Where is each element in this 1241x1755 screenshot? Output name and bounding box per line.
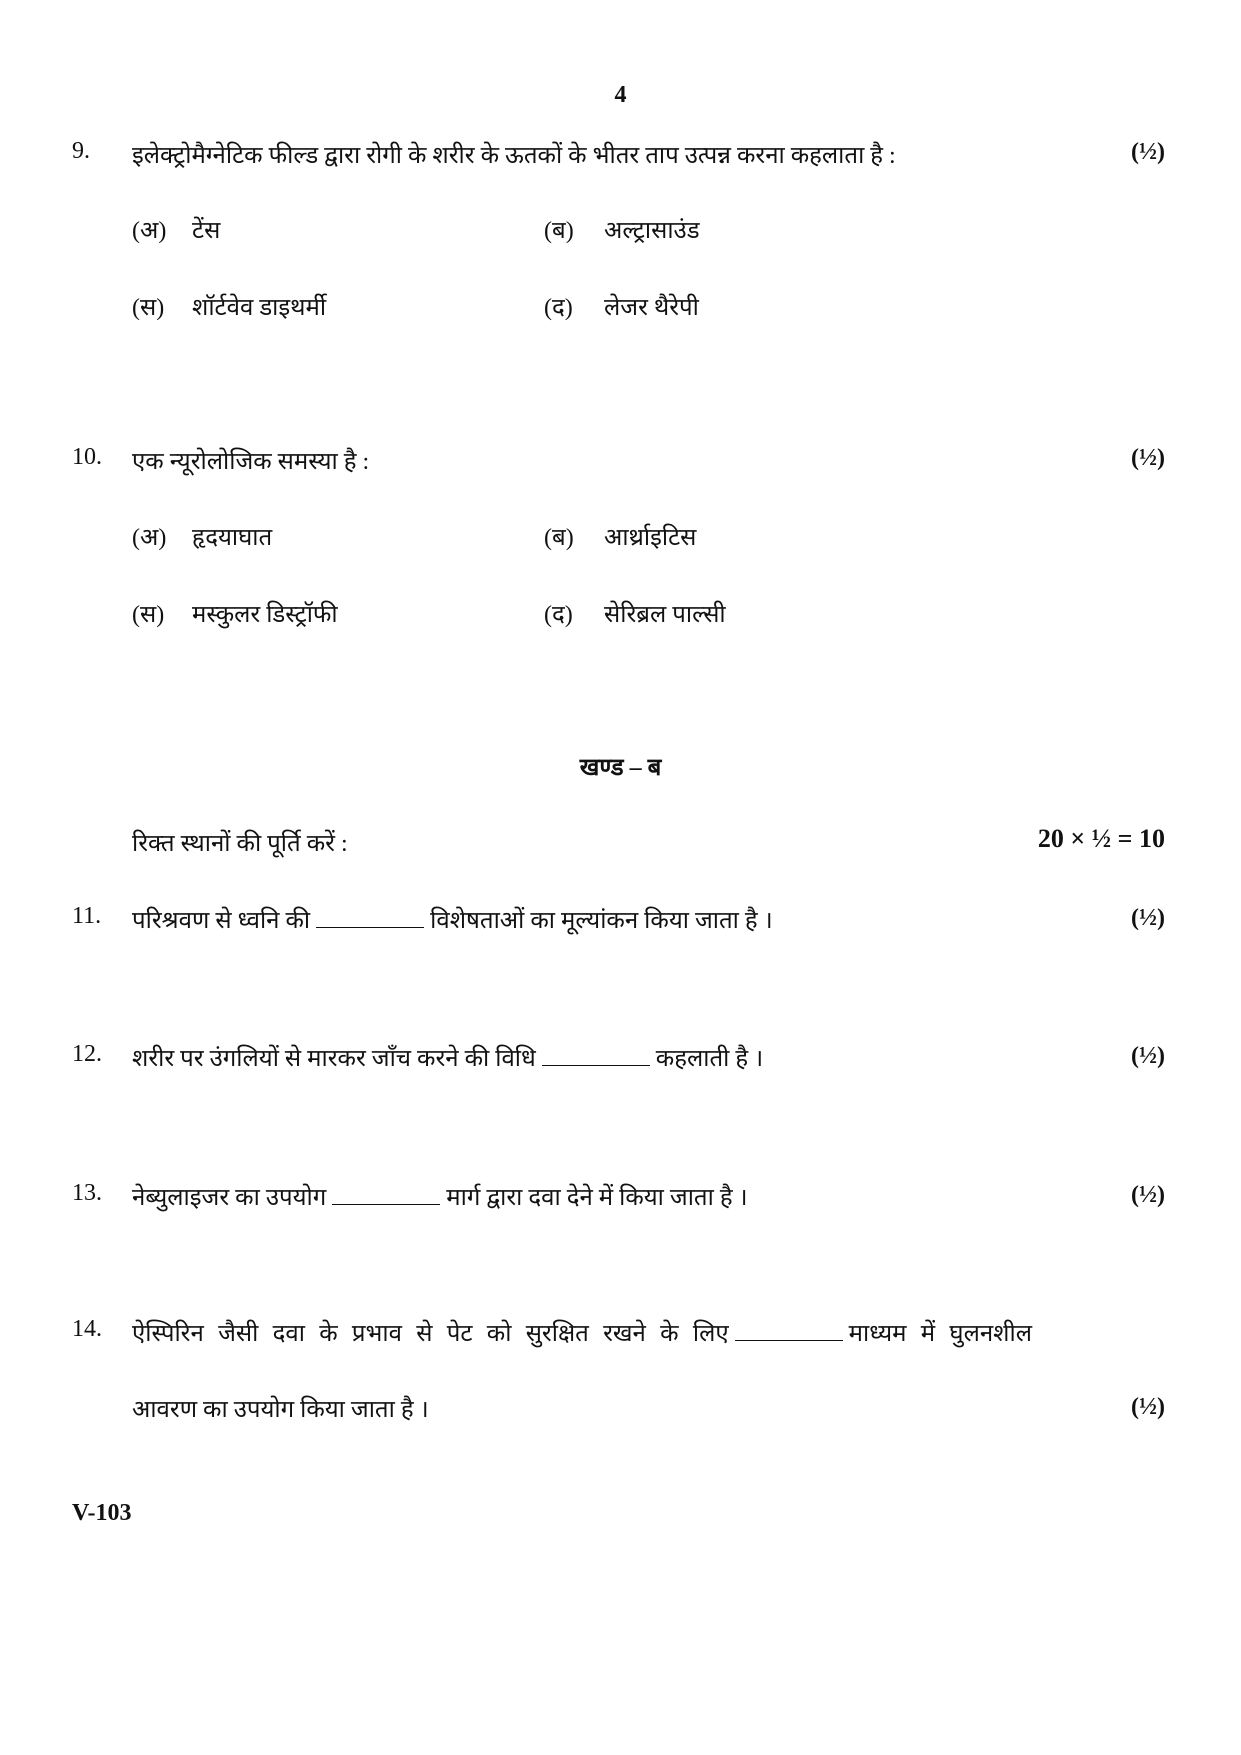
- text-after-blank: विशेषताओं का मूल्यांकन किया जाता है ।: [430, 908, 773, 934]
- question-text: [132, 1180, 748, 1213]
- fill-blank: [735, 1320, 843, 1341]
- question-number: 10.: [72, 444, 102, 470]
- option-label: (ब): [544, 525, 574, 551]
- paper-code: V-103: [72, 1500, 132, 1526]
- question-marks: (½): [1131, 1394, 1165, 1420]
- text-before-blank: ऐस्पिरिन जैसी दवा के प्रभाव से पेट को सुरक्षित रखने के लिए: [132, 1321, 729, 1347]
- option-b: [544, 213, 700, 246]
- question-number: 14.: [72, 1316, 102, 1342]
- text-before-blank: नेब्युलाइजर का उपयोग: [132, 1185, 327, 1211]
- question-number: 12.: [72, 1041, 102, 1067]
- option-a: [132, 213, 220, 246]
- option-c: [132, 290, 326, 323]
- option-a: [132, 520, 272, 553]
- text-after-blank: माध्यम में घुलनशील: [848, 1321, 1032, 1347]
- text-before-blank: शरीर पर उंगलियों से मारकर जाँच करने की विधि: [132, 1046, 536, 1072]
- question-text-line-2: आवरण का उपयोग किया जाता है ।: [132, 1397, 429, 1423]
- text-after-blank: मार्ग द्वारा दवा देने में किया जाता है ।: [446, 1185, 748, 1211]
- section-instruction: रिक्त स्थानों की पूर्ति करें :: [132, 831, 348, 857]
- fill-blank: [542, 1045, 650, 1066]
- option-text: सेरिब्रल पाल्सी: [604, 602, 726, 628]
- option-text: मस्कुलर डिस्ट्रॉफी: [192, 602, 338, 628]
- question-number: 11.: [72, 903, 102, 929]
- section-title: खण्ड – ब: [579, 755, 662, 781]
- option-text: शॉर्टवेव डाइथर्मी: [192, 295, 327, 321]
- fill-blank: [332, 1184, 440, 1205]
- option-label: (स): [132, 602, 165, 628]
- question-text: [132, 1316, 1032, 1349]
- option-text: टेंस: [192, 218, 221, 244]
- option-label: (द): [544, 602, 573, 628]
- question-text: एक न्यूरोलोजिक समस्या है :: [132, 449, 370, 475]
- question-marks: (½): [1131, 1182, 1165, 1208]
- section-marks: 20 × ½ = 10: [1037, 824, 1165, 853]
- option-text: लेजर थैरेपी: [604, 295, 699, 321]
- option-label: (द): [544, 295, 573, 321]
- text-after-blank: कहलाती है ।: [655, 1046, 764, 1072]
- option-label: (अ): [132, 218, 167, 244]
- option-text: हृदयाघात: [192, 525, 273, 551]
- question-text: [132, 1041, 763, 1074]
- question-number: 9.: [72, 138, 90, 164]
- question-marks: (½): [1131, 905, 1165, 931]
- option-text: अल्ट्रासाउंड: [604, 218, 700, 244]
- page-number: 4: [614, 82, 627, 108]
- text-before-blank: परिश्रवण से ध्वनि की: [132, 908, 311, 934]
- option-c: [132, 597, 338, 630]
- question-marks: (½): [1131, 445, 1165, 471]
- option-label: (ब): [544, 218, 574, 244]
- option-label: (स): [132, 295, 165, 321]
- question-text: इलेक्ट्रोमैग्नेटिक फील्ड द्वारा रोगी के शरीर के ऊतकों के भीतर ताप उत्पन्न करना कहलाता है :: [132, 143, 896, 169]
- option-d: [544, 290, 699, 323]
- option-text: आर्थ्राइटिस: [604, 525, 697, 551]
- question-marks: (½): [1131, 139, 1165, 165]
- question-text: [132, 903, 773, 936]
- option-b: [544, 520, 696, 553]
- option-d: [544, 597, 726, 630]
- option-label: (अ): [132, 525, 167, 551]
- fill-blank: [316, 907, 424, 928]
- question-marks: (½): [1131, 1043, 1165, 1069]
- question-number: 13.: [72, 1180, 102, 1206]
